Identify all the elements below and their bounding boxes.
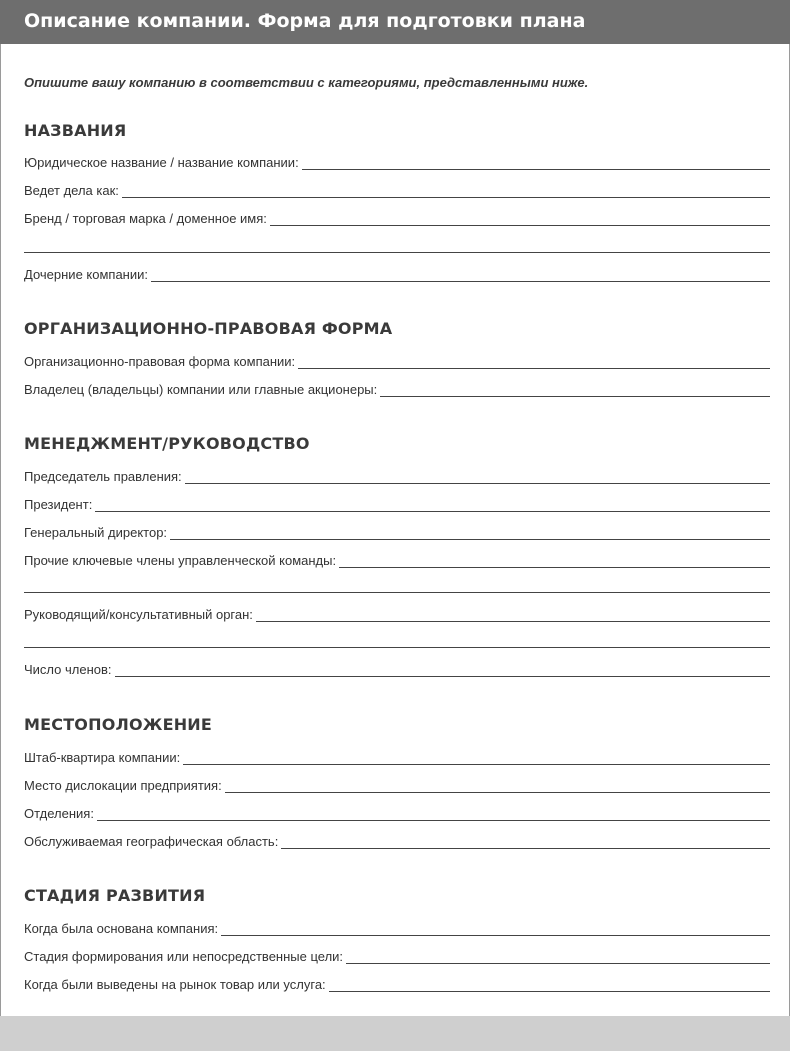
field-row[interactable] xyxy=(24,351,770,369)
field-row[interactable] xyxy=(24,803,770,821)
field-label: Бренд / торговая марка / доменное имя: xyxy=(24,211,267,226)
field-row[interactable] xyxy=(24,152,770,170)
field-label: Штаб-квартира компании: xyxy=(24,750,181,765)
field-row[interactable] xyxy=(24,831,770,849)
field-input-line[interactable] xyxy=(270,211,770,226)
field-row[interactable] xyxy=(24,208,770,226)
field-row[interactable] xyxy=(24,550,770,568)
field-input-line[interactable] xyxy=(185,469,770,484)
field-row[interactable] xyxy=(24,946,770,964)
field-row[interactable] xyxy=(24,604,770,622)
footer-bar xyxy=(0,1016,790,1051)
instructions: Опишите вашу компанию в соответствии с категориями, представленными ниже. xyxy=(24,75,589,90)
field-input-line[interactable] xyxy=(298,354,770,369)
field-label: Генеральный директор: xyxy=(24,525,168,540)
field-label: Отделения: xyxy=(24,806,94,821)
field-row[interactable] xyxy=(24,466,770,484)
field-input-line[interactable] xyxy=(122,183,770,198)
field-input-line[interactable] xyxy=(151,267,770,282)
field-label: Обслуживаемая географическая область: xyxy=(24,834,279,849)
continuation-line[interactable] xyxy=(24,647,770,648)
field-input-line[interactable] xyxy=(225,778,770,793)
field-label: Стадия формирования или непосредственные цели: xyxy=(24,949,344,964)
section-heading-management: МЕНЕДЖМЕНТ/РУКОВОДСТВО xyxy=(24,434,310,453)
field-row[interactable] xyxy=(24,918,770,936)
field-input-line[interactable] xyxy=(281,834,770,849)
field-label: Руководящий/консультативный орган: xyxy=(24,607,253,622)
field-label: Организационно-правовая форма компании: xyxy=(24,354,296,369)
field-label: Прочие ключевые члены управленческой команды: xyxy=(24,553,337,568)
field-input-line[interactable] xyxy=(339,553,770,568)
page-title: Описание компании. Форма для подготовки плана xyxy=(24,10,586,32)
section-heading-location: МЕСТОПОЛОЖЕНИЕ xyxy=(24,715,213,734)
field-input-line[interactable] xyxy=(221,921,770,936)
continuation-line[interactable] xyxy=(24,252,770,253)
field-input-line[interactable] xyxy=(183,750,770,765)
field-row[interactable] xyxy=(24,522,770,540)
field-row[interactable] xyxy=(24,974,770,992)
field-row[interactable] xyxy=(24,747,770,765)
section-heading-names: НАЗВАНИЯ xyxy=(24,121,127,140)
header-bar xyxy=(0,0,790,44)
field-input-line[interactable] xyxy=(97,806,770,821)
field-label: Владелец (владельцы) компании или главные акционеры: xyxy=(24,382,378,397)
field-label: Юридическое название / название компании: xyxy=(24,155,299,170)
field-input-line[interactable] xyxy=(115,662,770,677)
field-label: Место дислокации предприятия: xyxy=(24,778,222,793)
field-label: Когда была основана компания: xyxy=(24,921,219,936)
field-row[interactable] xyxy=(24,264,770,282)
field-label: Дочерние компании: xyxy=(24,267,148,282)
field-label: Президент: xyxy=(24,497,93,512)
field-row[interactable] xyxy=(24,180,770,198)
field-input-line[interactable] xyxy=(380,382,770,397)
section-heading-legal-form: ОРГАНИЗАЦИОННО-ПРАВОВАЯ ФОРМА xyxy=(24,319,393,338)
field-input-line[interactable] xyxy=(170,525,770,540)
field-input-line[interactable] xyxy=(346,949,770,964)
field-label: Число членов: xyxy=(24,662,112,677)
section-heading-stage: СТАДИЯ РАЗВИТИЯ xyxy=(24,886,206,905)
field-input-line[interactable] xyxy=(329,977,770,992)
field-label: Председатель правления: xyxy=(24,469,182,484)
continuation-line[interactable] xyxy=(24,592,770,593)
field-input-line[interactable] xyxy=(256,607,770,622)
field-input-line[interactable] xyxy=(302,155,770,170)
field-label: Когда были выведены на рынок товар или услуга: xyxy=(24,977,326,992)
field-row[interactable] xyxy=(24,659,770,677)
field-row[interactable] xyxy=(24,775,770,793)
field-label: Ведет дела как: xyxy=(24,183,119,198)
field-row[interactable] xyxy=(24,379,770,397)
field-row[interactable] xyxy=(24,494,770,512)
field-input-line[interactable] xyxy=(95,497,770,512)
